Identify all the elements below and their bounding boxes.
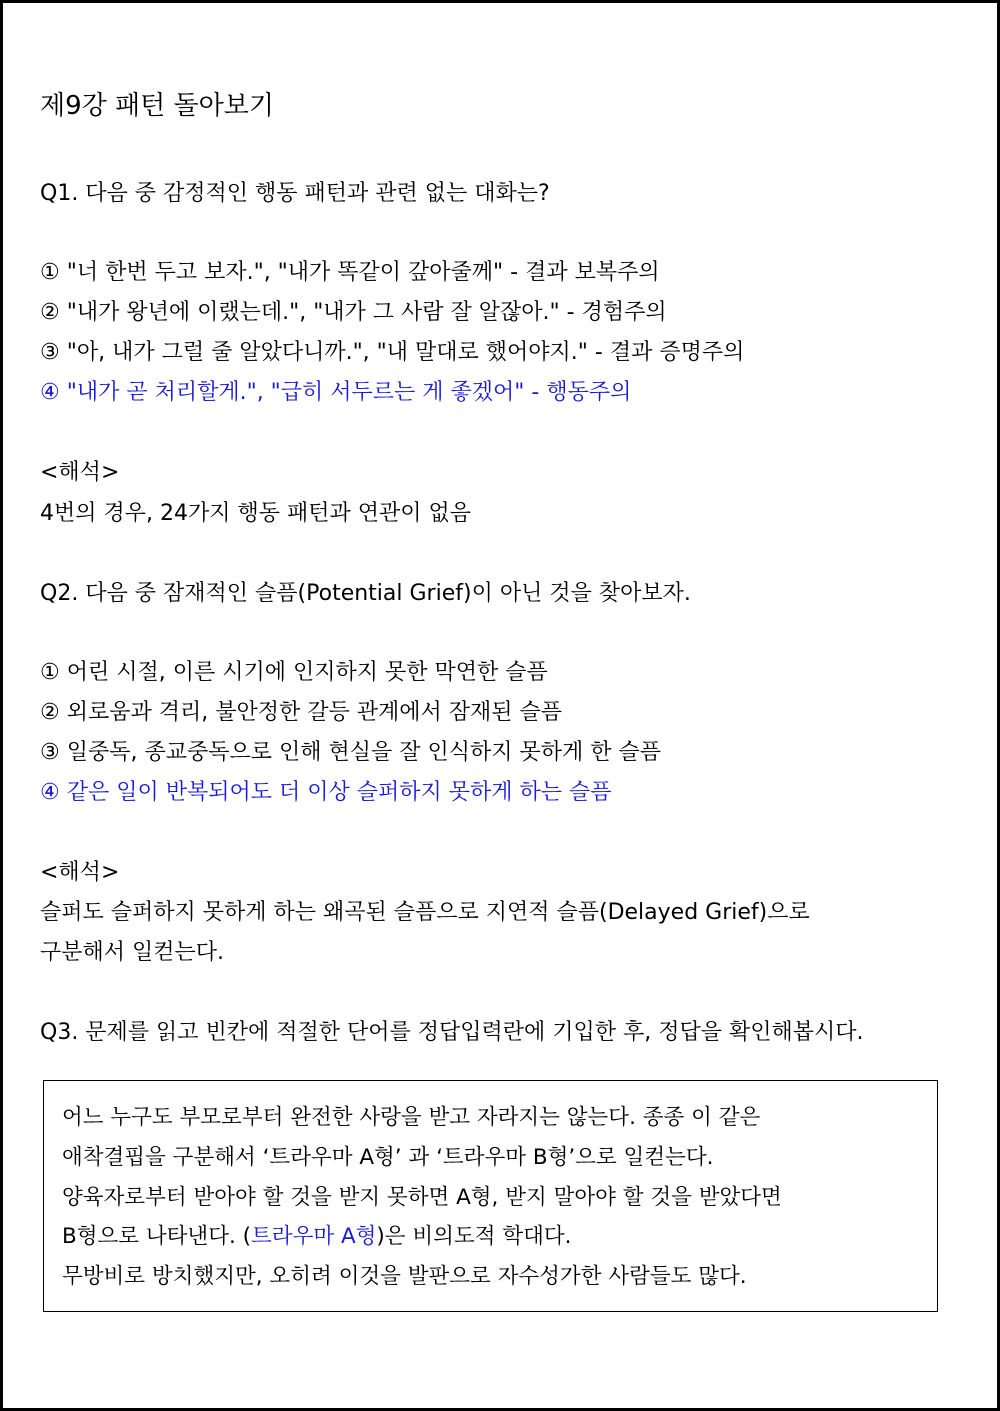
- q2-explanation-label: <해석>: [40, 860, 120, 885]
- q1-question: Q1. 다음 중 감정적인 행동 패턴과 관련 없는 대화는?: [40, 181, 550, 206]
- q3-passage-line-4: [62, 1222, 571, 1252]
- q2-explanation-line-1: 슬퍼도 슬퍼하지 못하게 하는 왜곡된 슬픔으로 지연적 슬픔(Delayed Grief)으로: [40, 900, 810, 925]
- q2-option-1: ① 어린 시절, 이른 시기에 인지하지 못한 막연한 슬픔: [40, 660, 548, 685]
- q3-passage-line-4-before: B형으로 나타낸다. (: [62, 1224, 252, 1249]
- q2-option-2: ② 외로움과 격리, 불안정한 갈등 관계에서 잠재된 슬픔: [40, 700, 562, 725]
- q3-answer-blank: 트라우마 A형: [251, 1224, 377, 1249]
- q1-option-1: ① "너 한번 두고 보자.", "내가 똑같이 갚아줄께" - 결과 보복주의: [40, 260, 660, 285]
- q1-explanation-label: <해석>: [40, 460, 120, 485]
- q3-passage-line-2: 애착결핍을 구분해서 ‘트라우마 A형’ 과 ‘트라우마 B형’으로 일컫는다.: [62, 1145, 714, 1170]
- q3-question: Q3. 문제를 읽고 빈칸에 적절한 단어를 정답입력란에 기입한 후, 정답을 확인해봅시다.: [40, 1020, 864, 1045]
- page-title: 제9강 패턴 돌아보기: [40, 91, 274, 121]
- q2-option-4-answer: ④ 같은 일이 반복되어도 더 이상 슬퍼하지 못하게 하는 슬픔: [40, 780, 612, 805]
- q3-passage-line-5: 무방비로 방치했지만, 오히려 이것을 발판으로 자수성가한 사람들도 많다.: [62, 1264, 747, 1289]
- q2-explanation-line-2: 구분해서 일컫는다.: [40, 940, 225, 965]
- q1-option-3: ③ "아, 내가 그럴 줄 알았다니까.", "내 말대로 했어야지." - 결과 증명주의: [40, 340, 745, 365]
- q3-passage-line-4-after: )은 비의도적 학대다.: [376, 1224, 572, 1249]
- q2-option-3: ③ 일중독, 종교중독으로 인해 현실을 잘 인식하지 못하게 한 슬픔: [40, 740, 661, 765]
- q3-passage-line-1: 어느 누구도 부모로부터 완전한 사랑을 받고 자라지는 않는다. 종종 이 같은: [62, 1105, 761, 1130]
- q1-option-4-answer: ④ "내가 곧 처리할게.", "급히 서두르는 게 좋겠어" - 행동주의: [40, 380, 632, 405]
- q2-question: Q2. 다음 중 잠재적인 슬픔(Potential Grief)이 아닌 것을 찾아보자.: [40, 581, 691, 606]
- q1-option-2: ② "내가 왕년에 이랬는데.", "내가 그 사람 잘 알잖아." - 경험주의: [40, 300, 667, 325]
- q3-passage-line-3: 양육자로부터 받아야 할 것을 받지 못하면 A형, 받지 말아야 할 것을 받았다면: [62, 1185, 782, 1210]
- q3-passage-box: [43, 1080, 938, 1312]
- q1-explanation: 4번의 경우, 24가지 행동 패턴과 연관이 없음: [40, 501, 471, 526]
